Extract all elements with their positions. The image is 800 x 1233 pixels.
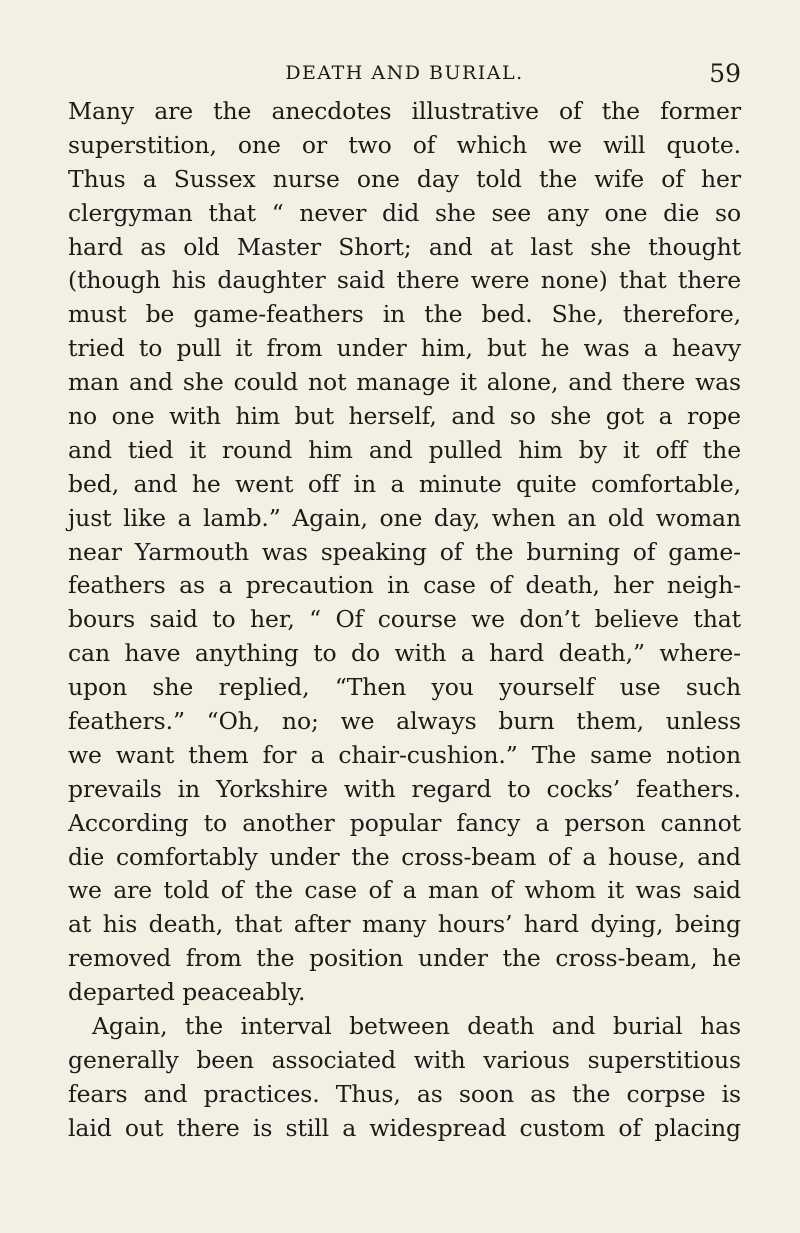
text-line: at his death, that after many hours’ hard dying, being: [68, 910, 741, 939]
text-line: According to another popular fancy a person cannot: [68, 808, 741, 837]
text-line: and tied it round him and pulled him by it off the: [68, 435, 741, 464]
text-line: near Yarmouth was speaking of the burning of game-: [68, 537, 741, 566]
text-line: removed from the position under the cross-beam, he: [68, 944, 741, 973]
text-line: bours said to her, “ Of course we don’t believe that: [68, 605, 741, 634]
text-line: no one with him but herself, and so she got a rope: [68, 402, 741, 431]
text-line: laid out there is still a widespread custom of placing: [68, 1113, 741, 1142]
text-line: Many are the anecdotes illustrative of the former: [68, 97, 741, 125]
body-text: [68, 95, 741, 1146]
text-line: departed peaceably.: [68, 978, 306, 1007]
running-title: DEATH AND BURIAL.: [285, 62, 524, 84]
text-line: Thus a Sussex nurse one day told the wife of her: [68, 164, 741, 193]
text-line: upon she replied, “Then you yourself use such: [68, 673, 741, 702]
text-line: hard as old Master Short; and at last she thought: [68, 232, 741, 261]
text-line: feathers.” “Oh, no; we always burn them, unless: [68, 707, 741, 736]
text-line: man and she could not manage it alone, and there was: [68, 368, 741, 397]
text-line: die comfortably under the cross-beam of a house, and: [68, 842, 741, 871]
text-line: Again, the interval between death and burial has: [92, 1012, 741, 1041]
text-line: bed, and he went off in a minute quite comfortable,: [68, 469, 741, 498]
text-line: we are told of the case of a man of whom it was said: [68, 876, 741, 905]
text-line: superstition, one or two of which we will quote.: [68, 130, 741, 159]
page-number: 59: [709, 59, 741, 88]
text-line: feathers as a precaution in case of death, her neigh-: [68, 571, 741, 600]
running-header: [68, 59, 741, 92]
text-line: fears and practices. Thus, as soon as the corpse is: [68, 1079, 741, 1108]
text-line: prevails in Yorkshire with regard to cocks’ feathers.: [68, 774, 741, 803]
text-line: clergyman that “ never did she see any one die so: [68, 198, 741, 227]
text-line: tried to pull it from under him, but he was a heavy: [68, 334, 741, 363]
text-line: can have anything to do with a hard death,” where-: [68, 639, 741, 668]
text-line: just like a lamb.” Again, one day, when an old woman: [68, 503, 741, 532]
text-line: (though his daughter said there were none) that there: [68, 266, 741, 295]
text-line: generally been associated with various superstitious: [68, 1045, 741, 1074]
text-line: must be game-feathers in the bed. She, therefore,: [68, 300, 741, 329]
text-line: we want them for a chair-cushion.” The same notion: [68, 740, 741, 769]
